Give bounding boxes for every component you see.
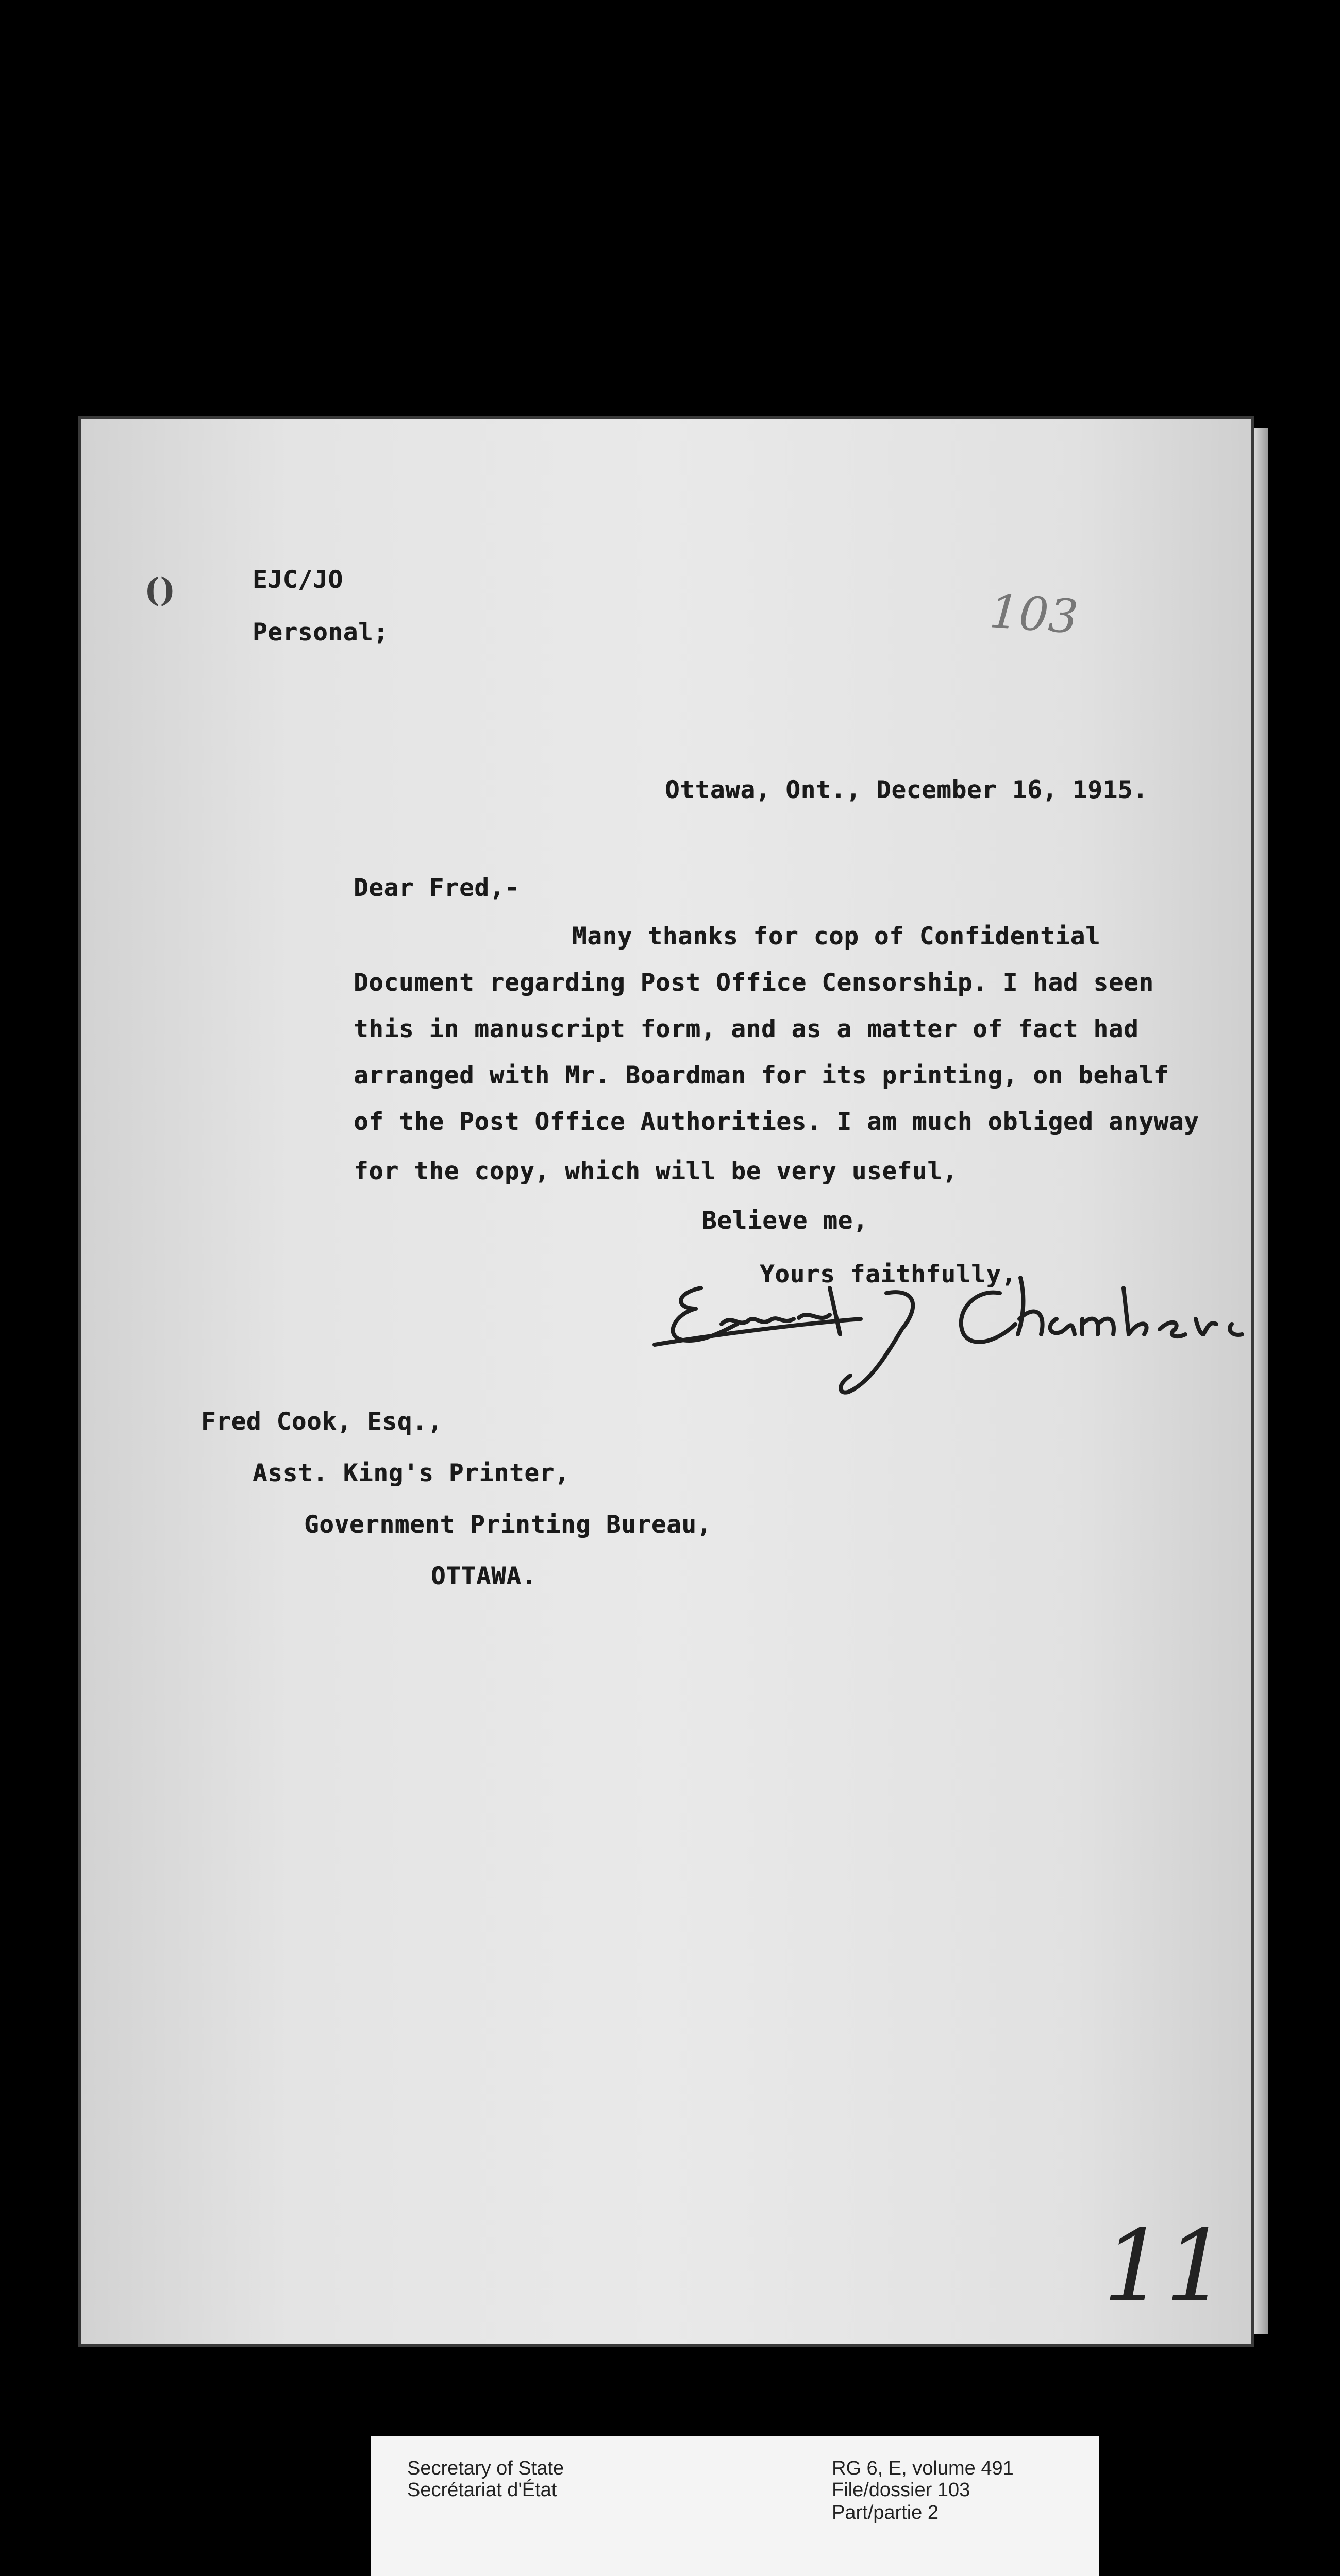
file-number-handwritten: 103	[987, 584, 1080, 645]
dateline: Ottawa, Ont., December 16, 1915.	[665, 776, 1148, 804]
recipient-line: Asst. King's Printer,	[253, 1459, 570, 1487]
recipient-line: Fred Cook, Esq.,	[201, 1408, 443, 1436]
archive-label	[371, 2436, 1099, 2576]
margin-mark: ()	[144, 571, 176, 609]
body-line: arranged with Mr. Boardman for its printing, on behalf	[354, 1061, 1169, 1090]
label-file: File/dossier 103	[832, 2479, 970, 2501]
body-line: Document regarding Post Office Censorship. I had seen	[354, 969, 1154, 997]
label-fonds-fr: Secrétariat d'État	[407, 2479, 557, 2501]
closing-yours: Yours faithfully,	[760, 1260, 1017, 1289]
body-line: for the copy, which will be very useful,	[354, 1157, 958, 1185]
body-line: of the Post Office Authorities. I am much obliged anyway	[354, 1108, 1199, 1136]
salutation: Dear Fred,-	[354, 874, 520, 902]
recipient-line: OTTAWA.	[431, 1562, 537, 1590]
handwritten-signature	[644, 1257, 1263, 1412]
personal-line: Personal;	[253, 618, 389, 647]
body-line: Many thanks for cop of Confidential	[572, 922, 1101, 951]
recipient-line: Government Printing Bureau,	[304, 1511, 712, 1539]
body-line: this in manuscript form, and as a matter of fact had	[354, 1015, 1139, 1043]
label-volume: RG 6, E, volume 491	[832, 2458, 1014, 2479]
reference-line: EJC/JO	[253, 566, 343, 594]
closing-believe: Believe me,	[702, 1207, 868, 1235]
label-part: Part/partie 2	[832, 2502, 939, 2523]
label-fonds: Secretary of State	[407, 2458, 564, 2479]
page-number-handwritten: 11	[1103, 2209, 1228, 2323]
